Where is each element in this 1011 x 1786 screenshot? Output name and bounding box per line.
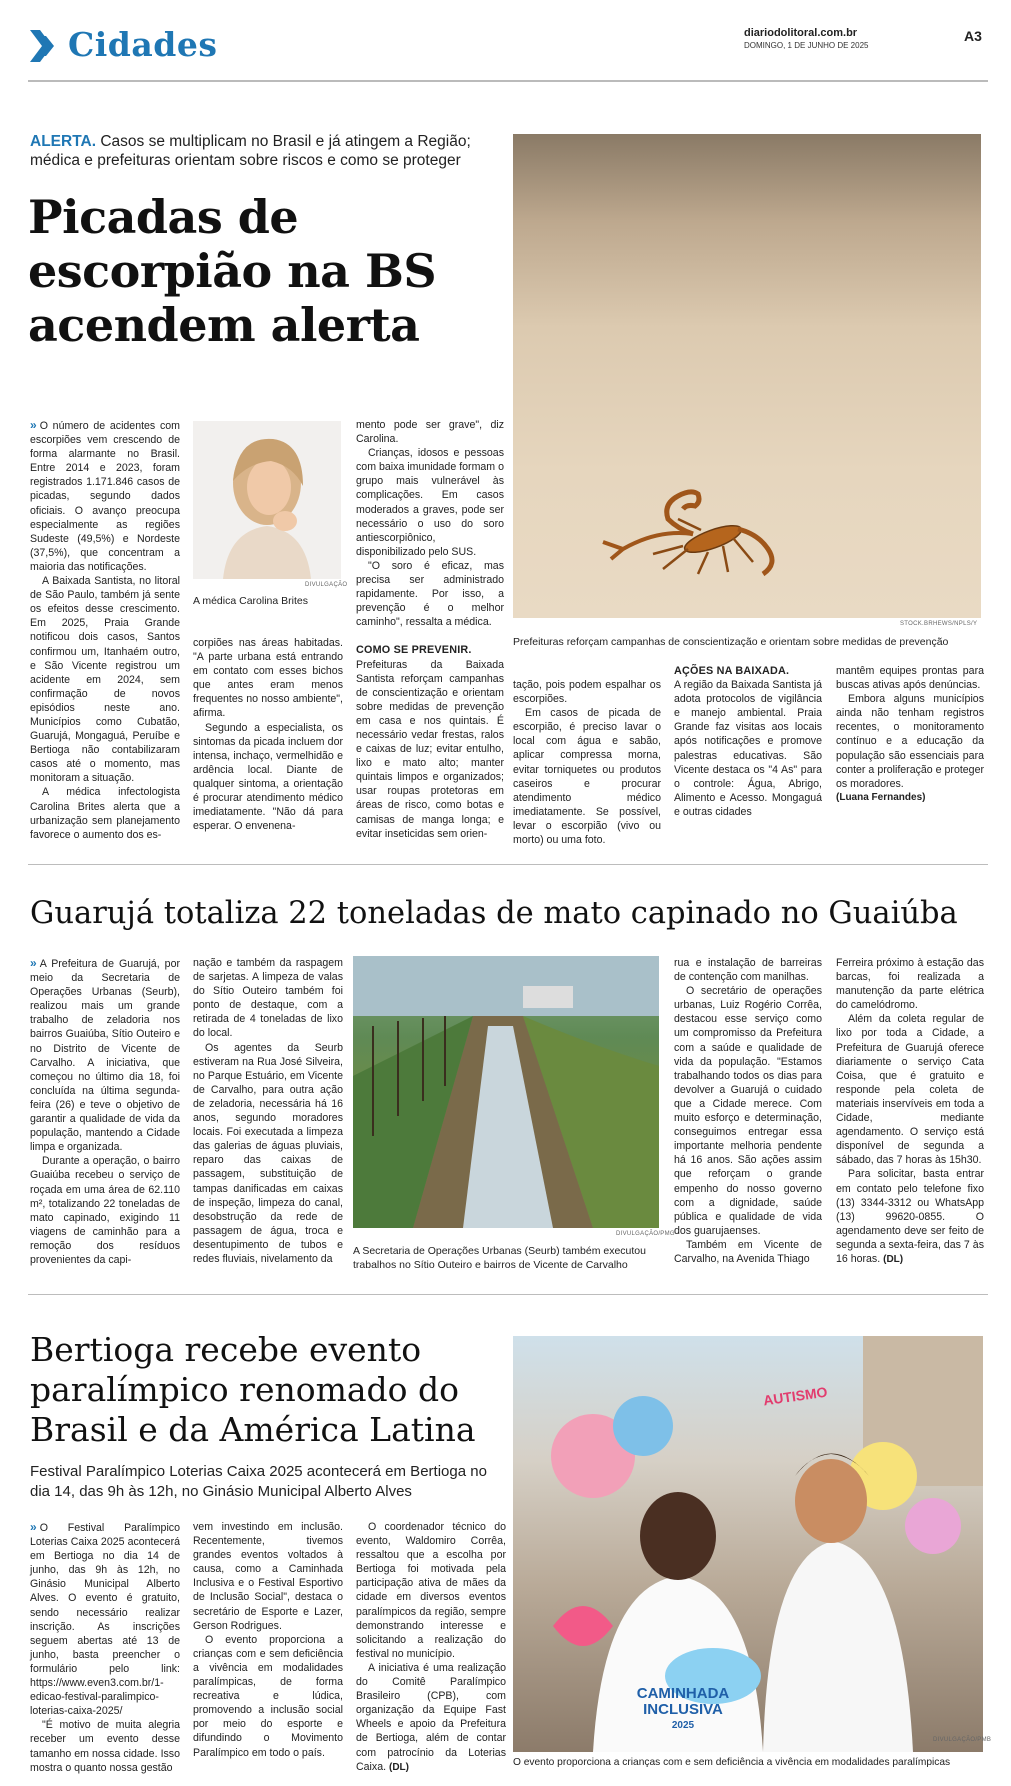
body-text: Durante a operação, o bairro Guaiúba recebeu o serviço de roçada em uma área de 62.110 m², totalizando 22 toneladas de mato capinado, exigindo 11 viagens de caminhão para a remoção dos resíduos provenientes da capi- [30,1155,180,1266]
subhead: AÇÕES NA BAIXADA. [674,665,790,677]
photo-credit: DIVULGAÇÃO/PMG [616,1231,675,1237]
story1-col-4 [513,678,661,847]
body-text: Prefeituras da Baixada Santista reforçam campanhas de conscientização e orientam sobre medidas de prevenção em casa e nos quintais. É necessário vedar frestas, ralos e caixas de luz; evitar entulho, lixo e mato alto; manter quintais limpos e organizados; usar roupas protetoras em áreas de risco, como botas e camisas de manga longa; e evitar inseticidas sem orien- [356,658,504,840]
byline: (DL) [388,1761,409,1773]
photo-caption: O evento proporciona a crianças com e sem deficiência a vivência em modalidades paralímpicas [513,1757,951,1768]
shirt-text-line: CAMINHADA [636,1685,730,1702]
body-text: A região da Baixada Santista já adota protocolos de vigilância e manejo ambiental. Praia Grande faz visitas aos locais após notificações e promove palestras educativas. São Vicente destaca os "4 As" para o controle: Água, Abrigo, Alimento e Acesso. Mongaguá e outras cidades [674,679,822,818]
body-text: Ferreira próximo à estação das barcas, foi realizada a manutenção da parte elétrica do camelódromo. [836,957,984,1012]
headline-line: Brasil e da América Latina [30,1410,476,1449]
chevron-right-icon [30,30,60,62]
headline-line: paralímpico renomado do [30,1370,460,1409]
body-text: rua e instalação de barreiras de contenção com manilhas. [674,957,822,984]
body-text: O coordenador técnico do evento, Waldomiro Corrêa, ressaltou que a escolha por Bertioga foi motivada pela participação ativa de mães da cidade em diversos eventos paralímpicos da região, sempre demonstrando interesse e solicitando a realização do festival no município. [356,1521,506,1660]
byline: (DL) [883,1253,904,1265]
ditch-photo [353,956,659,1228]
edition-date: DOMINGO, 1 DE JUNHO DE 2025 [744,41,869,50]
story-divider [28,1294,988,1295]
kicker-text: Casos se multiplicam no Brasil e já atingem a Região; médica e prefeituras orientam sobre riscos e como se proteger [30,133,471,169]
event-scene-icon [513,1336,983,1752]
section-title: Cidades [68,25,218,64]
portrait-photo [193,421,341,579]
body-text: nação e também da raspagem de sarjetas. A limpeza de valas do Sítio Outeiro também foi ponto de destaque, com a retirada de 4 toneladas de lixo do local. [193,957,343,1040]
story1-col-2 [193,636,343,833]
body-text: A iniciativa é uma realização do Comitê Paralímpico Brasileiro (CPB), com organização da Equipe Fast Wheels e apoio da Prefeitura de Bertioga, além de contar com patrocínio da Loterias Caixa. (DL) [356,1661,506,1773]
body-text: mantêm equipes prontas para buscas ativas após denúncias. [836,665,984,692]
chevron-bullet-icon: » [30,1520,37,1534]
story2-col-2 [193,956,343,1266]
story2-headline: Guarujá totaliza 22 toneladas de mato capinado no Guaiúba [30,896,958,931]
story3-col-3 [356,1520,506,1775]
body-text: O Festival Paralímpico Loterias Caixa 2025 acontecerá em Bertioga no dia 14 de junho, das 9h às 12h, no Ginásio Municipal Alberto Alves. O evento é gratuito, sendo necessário realizar inscrição. As inscrições seguem abertas até 13 de junho, basta preencher o formulário pelo link: https://www.even3.com.br/1-edicao-festival-paralimpico-loterias-caixa-2025/ [30,1522,180,1718]
event-photo [513,1336,983,1752]
chevron-bullet-icon: » [30,956,37,970]
photo-caption: Prefeituras reforçam campanhas de conscientização e orientam sobre medidas de prevenção [513,636,949,648]
shirt-text-line: 2025 [671,1720,695,1731]
photo-credit: STOCK.BRHEWS/NPLS/Y [900,621,978,627]
body-text: "É motivo de muita alegria receber um evento desse tamanho em nossa cidade. Isso mostra o quanto nossa gestão [30,1719,180,1774]
story1-col-6 [836,664,984,805]
body-text: Para solicitar, basta entrar em contato pelo telefone fixo (13) 3344-3312 ou WhatsApp (13) 99620-0855. O agendamento deve ser feito de segunda a sexta-feira, das 7 às 16 horas. (DL) [836,1168,984,1265]
headline-line: Bertioga recebe evento [30,1330,422,1369]
story1-col-5 [674,664,822,819]
byline: (Luana Fernandes) [836,791,926,803]
story3-deck: Festival Paralímpico Loterias Caixa 2025 acontecerá em Bertioga no dia 14, das 9h às 12h, no Ginásio Municipal Alberto Alves [30,1463,487,1500]
story1-col-3 [356,418,504,841]
body-text: A Baixada Santista, no litoral de São Paulo, também já sente os efeitos desse crescimento. Em 2025, Praia Grande notificou dois casos, Santos confirmou um, Itanhaém outro, e São Vicente registrou um acidente em 2024, sem confirmação de novos episódios neste ano. Municípios como Cubatão, Guarujá, Mongaguá, Peruíbe e Bertioga não contabilizaram casos até o momento, mas monitoram a situação. [30,575,180,785]
body-text: "O soro é eficaz, mas precisa ser administrado rapidamente. Por isso, a prevenção é o melhor caminho", ressalta a médica. [356,559,504,629]
body-text: mento pode ser grave", diz Carolina. [356,419,504,446]
body-text: O secretário de operações urbanas, Luiz Rogério Corrêa, destacou esse serviço como um compromisso da Prefeitura com a saúde e qualidade de vida da população. "Estamos trabalhando todos os dias para devolver a Guarujá o cuidado que a Cidade merece. Com muito esforço e determinação, conseguimos entregar essa importante melhoria pendente há 16 anos. São ações assim que reforçam o grande empenho do nosso governo com a dignidade, saúde pública e qualidade de vida dos guarujaenses. [674,985,822,1237]
body-text: Também em Vicente de Carvalho, na Avenida Thiago [674,1238,822,1265]
story-divider [28,864,988,865]
body-text: A Prefeitura de Guarujá, por meio da Secretaria de Operações Urbanas (Seurb), realizou mais um grande trabalho de zeladoria nos bairros Guaiúba, Sítio Outeiro e no Distrito de Vicente de Carvalho. A iniciativa, que começou no último dia 18, foi concluída na última segunda-feira (26) e teve o objetivo de garantir a qualidade de vida da população, mantendo a Cidade limpa e organizada. [30,958,180,1154]
story2-col-5 [836,956,984,1267]
headline-line: acendem alerta [28,298,420,352]
body-text: vem investindo em inclusão. Recentemente, tivemos grandes eventos voltados à causa, como a Caminhada Inclusiva e o Festival Esportivo de Inclusão Social", destaca o secretário de Esporte e Lazer, Gerson Rodrigues. [193,1521,343,1632]
body-text: tação, pois podem espalhar os escorpiões. [513,679,661,706]
story3-headline [30,1330,500,1450]
body-text: Crianças, idosos e pessoas com baixa imunidade formam o grupo mais vulnerável às complicações. Em casos moderados a graves, pode ser necessário o uso do soro antiescorpiônico, disponibilizado pelo SUS. [356,447,504,558]
subhead: COMO SE PREVENIR. [356,644,472,657]
story1-headline [28,190,448,352]
banner-text: AUTISMO [762,1383,829,1409]
body-text: O evento proporciona a crianças com e sem deficiência a vivência em modalidades paralímpicas, de forma recreativa e lúdica, promovendo a inclusão social por meio do esporte e difundindo o Movimento Paralímpico em todo o país. [193,1633,343,1759]
shirt-text-line: INCLUSIVA [643,1701,723,1718]
portrait-caption: A médica Carolina Brites [193,595,308,607]
scorpion-icon [583,434,823,584]
body-text: A médica infectologista Carolina Brites alerta que a urbanização sem planejamento favorece o aumento dos es- [30,786,180,841]
shirt-text [623,1686,743,1734]
story2-col-4 [674,956,822,1266]
body-text: Em casos de picada de escorpião, é preciso lavar o local com água e sabão, aplicar compressa morna, evitar torniquetes ou produtos caseiros e procurar atendimento médico imediatamente. Se possível, levar o escorpião (vivo ou morto) ou uma foto. [513,707,661,847]
headline-line: Picadas de [28,190,299,244]
body-text: Segundo a especialista, os sintomas da picada incluem dor intensa, inchaço, vermelhidão e ardência local. Diante de qualquer sintoma, a orientação é procurar atendimento médico imediatamente. "Não dá para esperar. O envenena- [193,721,343,833]
body-text: Além da coleta regular de lixo por toda a Cidade, a Prefeitura de Guarujá oferece diariamente o serviço Cata Coisa, que é gratuito e responde pela coleta de materiais inservíveis em toda a Cidade, mediante agendamento. O serviço está disponível de segunda a sábado, das 7 horas às 15h30. [836,1013,984,1167]
story3-col-1 [30,1520,180,1775]
body-text: O número de acidentes com escorpiões vem crescendo de forma alarmante no Brasil. Entre 2014 e 2023, foram registrados 1.171.846 casos de picadas, segundo dados oficiais. O avanço preocupa especialmente as regiões Sudeste (49,5%) e Nordeste (37,5%), que concentram a maioria das notificações. [30,420,180,573]
page-number: A3 [964,28,982,44]
header-rule [28,80,988,82]
site-url: diariodolitoral.com.br [744,27,858,39]
body-text: Os agentes da Seurb estiveram na Rua José Silveira, no Parque Estuário, em Vicente de Carvalho, para outra ação de zeladoria, necessária há 16 anos, segundo moradores locais. Foi executada a limpeza das galerias de águas pluviais, reparo das caixas de passagem, substituição de tampas danificadas em caixas de inspeção, limpeza do canal, desobstrução da rede de passagem de água, troca e desentupimento de tubos e redes fluviais, nivelamento da [193,1041,343,1265]
headline-line: escorpião na BS [28,244,437,298]
photo-credit: DIVULGAÇÃO/PMB [933,1737,992,1743]
chevron-bullet-icon: » [30,418,37,432]
body-text: Embora alguns municípios ainda não tenham registros recentes, o monitoramento contínuo e a educação da população são essenciais para conter a proliferação e proteger os moradores. [836,693,984,790]
story1-col-1 [30,418,180,842]
scorpion-photo [513,134,981,618]
section-header [28,22,988,72]
kicker-label: ALERTA. [30,133,97,150]
body-text: corpiões nas áreas habitadas. "A parte urbana está entrando em contato com esses bichos que antes eram menos frequentes no nosso ambiente", afirma. [193,637,343,720]
story1-kicker [30,132,500,170]
portrait-credit: DIVULGAÇÃO [305,582,348,588]
doctor-portrait-icon [193,421,341,579]
photo-caption: A Secretaria de Operações Urbanas (Seurb) também executou trabalhos no Sítio Outeiro e bairros de Vicente de Carvalho [353,1245,646,1271]
story3-col-2 [193,1520,343,1760]
story2-col-1 [30,956,180,1267]
ditch-scene-icon [353,956,659,1228]
